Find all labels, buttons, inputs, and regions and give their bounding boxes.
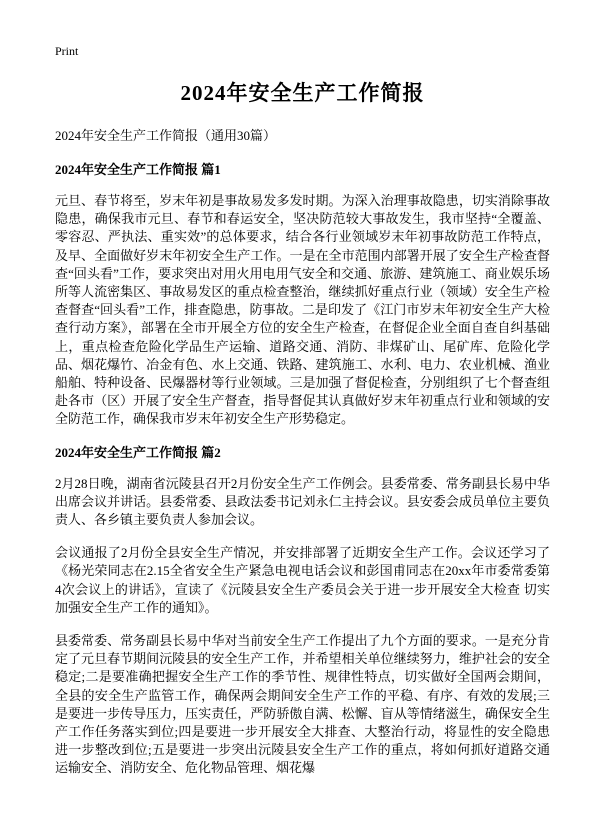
section-2-paragraph-3: 县委常委、常务副县长易中华对当前安全生产工作提出了九个方面的要求。一是充分肯定了元旦春节期间沅陵县的安全生产工作，并希望相关单位继续努力，维护社会的安全稳定;二是要准确把握安全生产工作的季节性、规律性特点，切实做好全国两会期间，全县的安全生产监管工作，确保两会期间安全生产工作的平稳、有序、有效的发展;三是要进一步传导压力，压实责任，严防骄傲自满、松懈、盲从等情绪滋生，确保安全生产工作任务落实到位;四是要进一步开展安全大排查、大整治行动，将显性的安全隐患进一步整改到位;五是要进一步突出沅陵县安全生产工作的重点，将如何抓好道路交通运输安全、消防安全、危化物品管理、烟花爆 — [55, 633, 550, 776]
section-2-heading: 2024年安全生产工作简报 篇2 — [55, 444, 221, 460]
section-1-heading: 2024年安全生产工作简报 篇1 — [55, 162, 221, 177]
section-2-paragraph-1: 2月28日晚，湖南省沅陵县召开2月份安全生产工作例会。县委常委、常务副县长易中华出席会议并讲话。县委常委、县政法委书记刘永仁主持会议。县安委会成员单位主要负责人、各乡镇主要负责人参加会议。 — [55, 475, 550, 528]
section-2-paragraph-2: 会议通报了2月份全县安全生产情况，并安排部署了近期安全生产工作。会议还学习了《杨光荣同志在2.15全省安全生产紧急电视电话会议和彭国甫同志在20xx年市委常委第4次会议上的讲话》，宣读了《沅陵县安全生产委员会关于进一步开展安全大检查 切实加强安全生产工作的通知》。 — [55, 545, 550, 615]
subtitle: 2024年安全生产工作简报（通用30篇） — [55, 128, 277, 143]
print-button[interactable]: Print — [55, 44, 79, 58]
section-1-paragraph-1: 元旦、春节将至，岁末年初是事故易发多发时期。为深入治理事故隐患，切实消除事故隐患，确保我市元旦、春节和春运安全，坚决防范较大事故发生，我市坚持“全覆盖、零容忍、严执法、重实效”的总体要求，结合各行业领域岁末年初事故防范工作特点，及早、全面做好岁末年初安全生产工作。一是在全市范围内部署开展了安全生产检查督查“回头看”工作，要求突出对用火用电用气安全和交通、旅游、建筑施工、商业娱乐场所等人流密集区、事故易发区的重点检查整治，继续抓好重点行业（领域）安全生产检查督查“回头看”工作，排查隐患，防事故。二是印发了《江门市岁末年初安全生产大检查行动方案》，部署在全市开展全方位的安全生产检查，在督促企业全面自查自纠基础上，重点检查危险化学品生产运输、道路交通、消防、非煤矿山、尾矿库、危险化学品、烟花爆竹、冶金有色、水上交通、铁路、建筑施工、水利、电力、农业机械、渔业船舶、特种设备、民爆器材等行业领域。三是加强了督促检查，分别组织了七个督查组赴各市（区）开展了安全生产督查，指导督促其认真做好岁末年初重点行业和领域的安全防范工作，确保我市岁末年初安全生产形势稳定。 — [55, 193, 550, 427]
page-title: 2024年安全生产工作简报 — [180, 81, 425, 105]
